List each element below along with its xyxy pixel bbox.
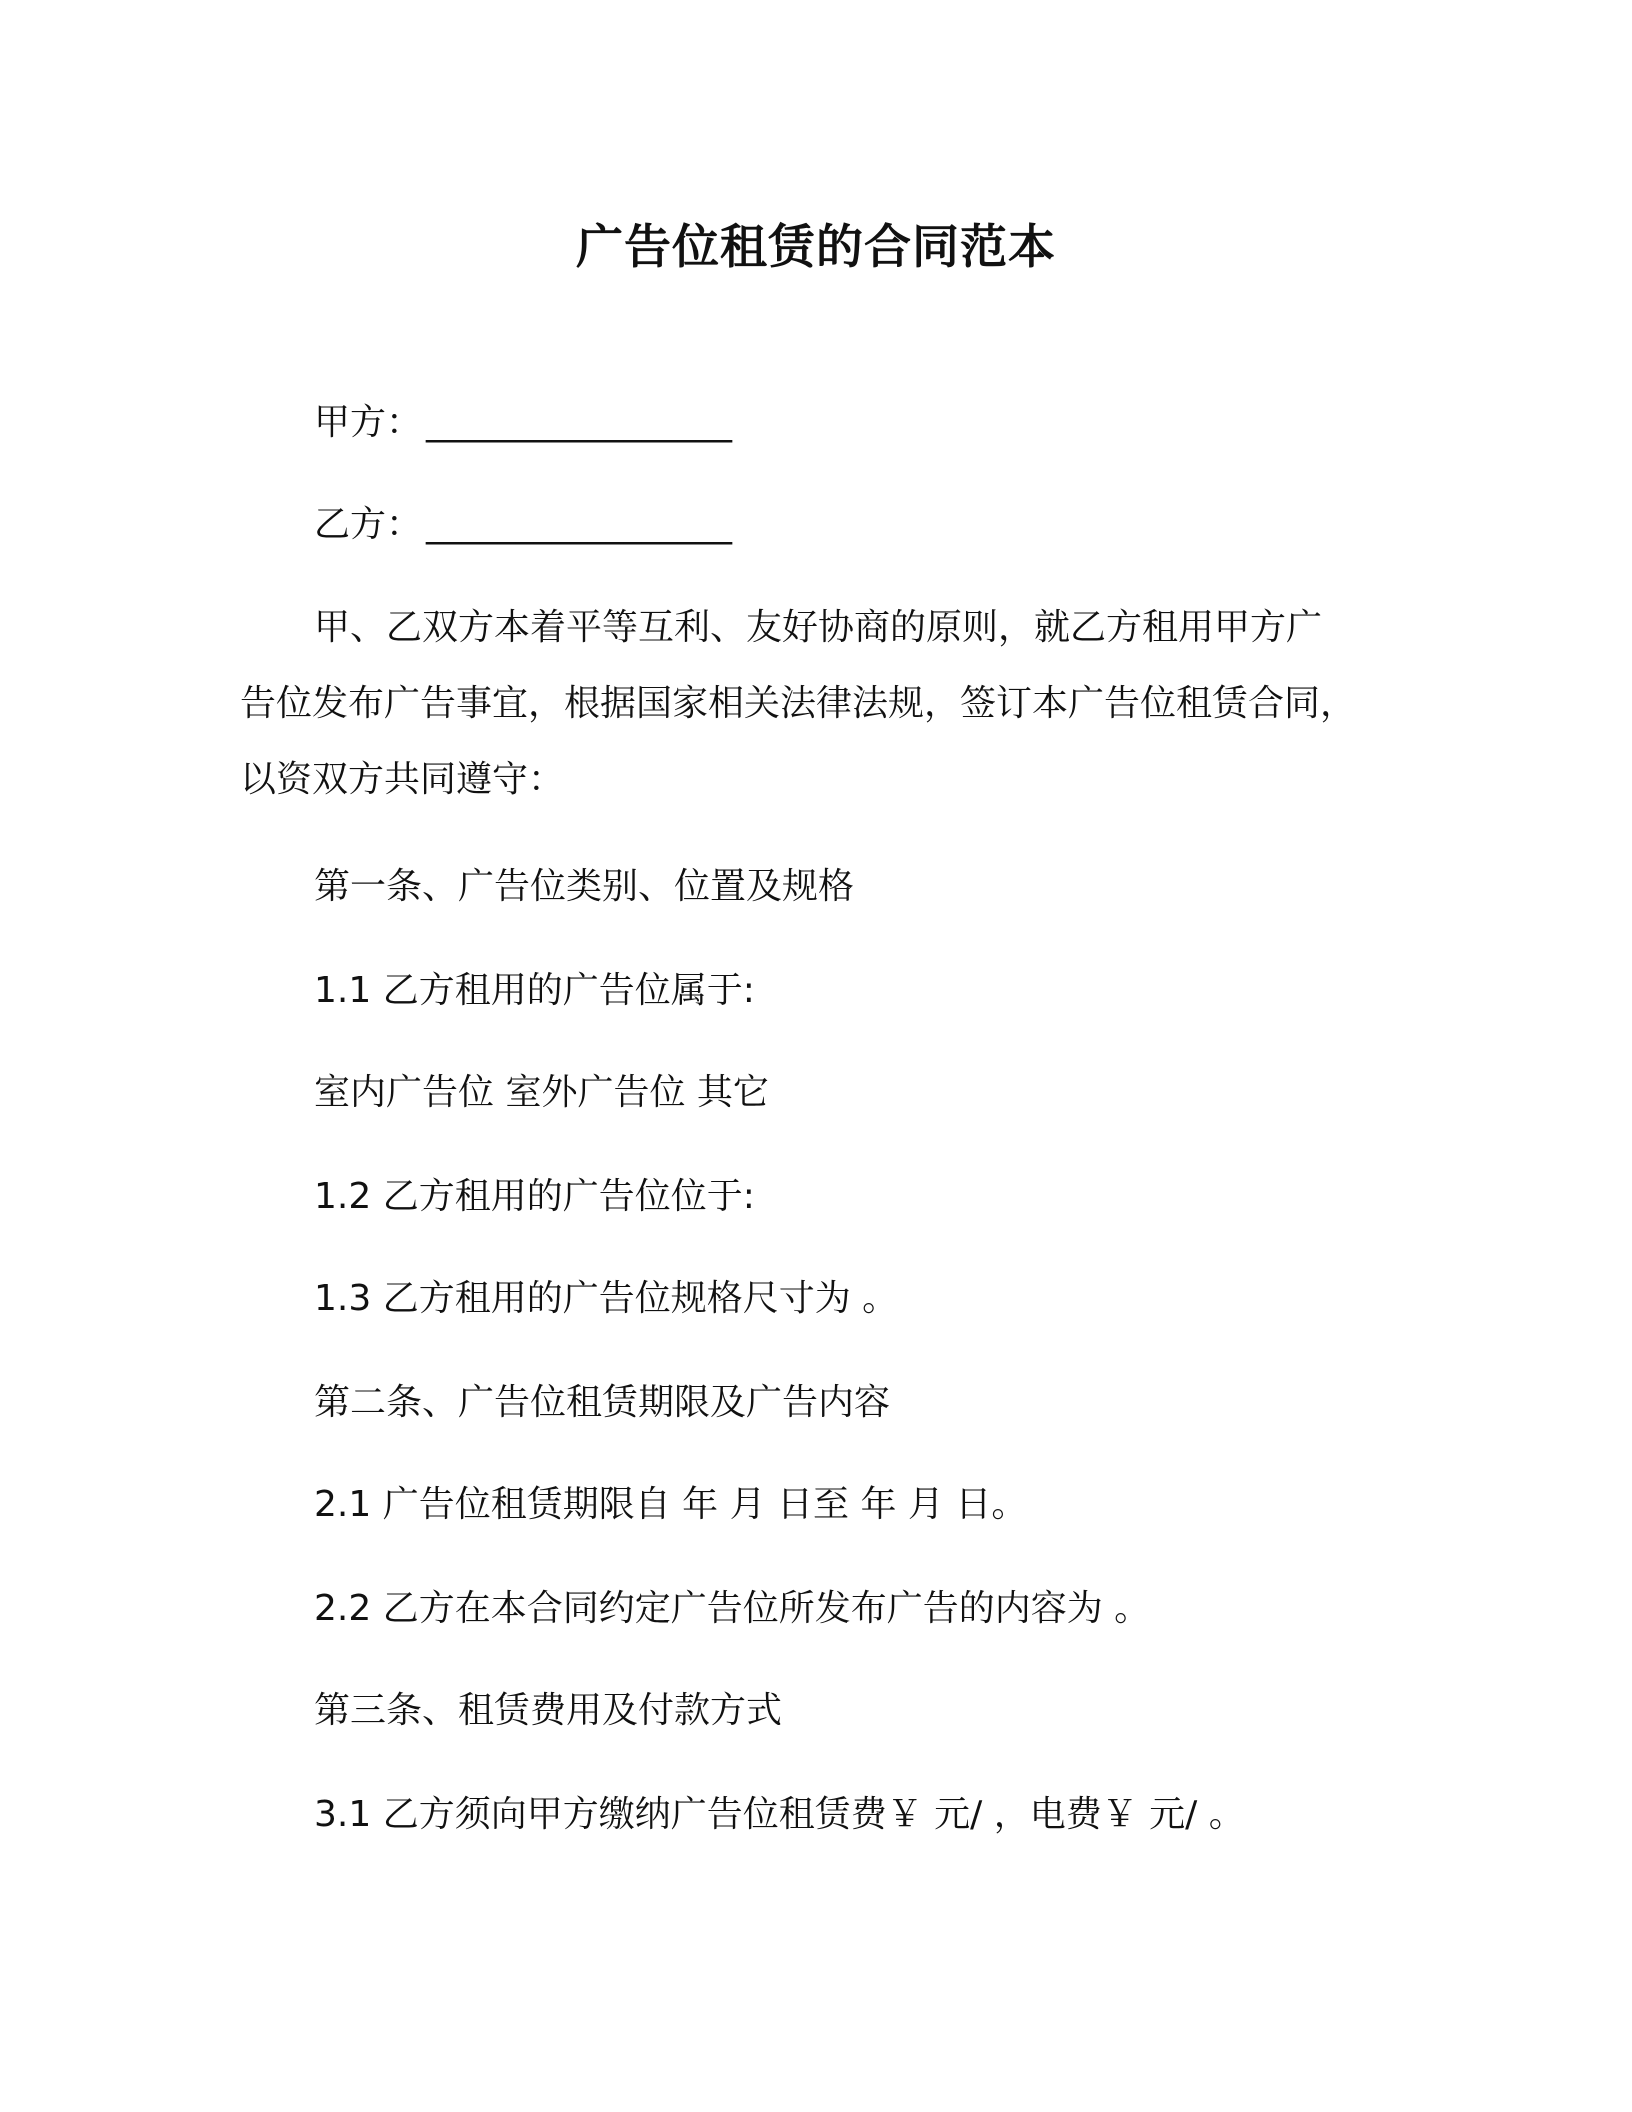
document-title: 广告位租赁的合同范本 [576,220,1056,275]
article-3-heading: 第三条、租赁费用及付款方式 [314,1690,783,1731]
article-2-heading: 第二条、广告位租赁期限及广告内容 [314,1382,891,1423]
item-1-1: 1.1 乙方租用的广告位属于: [314,970,755,1011]
item-1-3: 1.3 乙方租用的广告位规格尺寸为 。 [314,1278,899,1319]
item-2-1: 2.1 广告位租赁期限自 年 月 日至 年 月 日。 [314,1484,1028,1525]
item-3-1: 3.1 乙方须向甲方缴纳广告位租赁费￥ 元/ ，电费￥ 元/ 。 [314,1794,1245,1835]
party-b-blank: _________________ [426,504,733,545]
party-b-label: 乙方： [314,504,423,545]
article-1-heading: 第一条、广告位类别、位置及规格 [314,866,855,907]
party-a-line [314,398,732,448]
item-1-options: 室内广告位 室外广告位 其它 [314,1072,769,1113]
item-2-2: 2.2 乙方在本合同约定广告位所发布广告的内容为 。 [314,1588,1151,1629]
preamble-line-2: 告位发布广告事宜，根据国家相关法律法规，签订本广告位租赁合同， [240,683,1357,724]
party-b-line [314,500,732,550]
item-1-2: 1.2 乙方租用的广告位位于: [314,1176,755,1217]
party-a-label: 甲方： [314,402,423,443]
party-a-blank: _________________ [426,402,733,443]
preamble-paragraph [240,590,1380,818]
preamble-line-1: 甲、乙双方本着平等互利、友好协商的原则，就乙方租用甲方广 [314,607,1323,648]
preamble-line-3: 以资双方共同遵守： [240,759,565,800]
